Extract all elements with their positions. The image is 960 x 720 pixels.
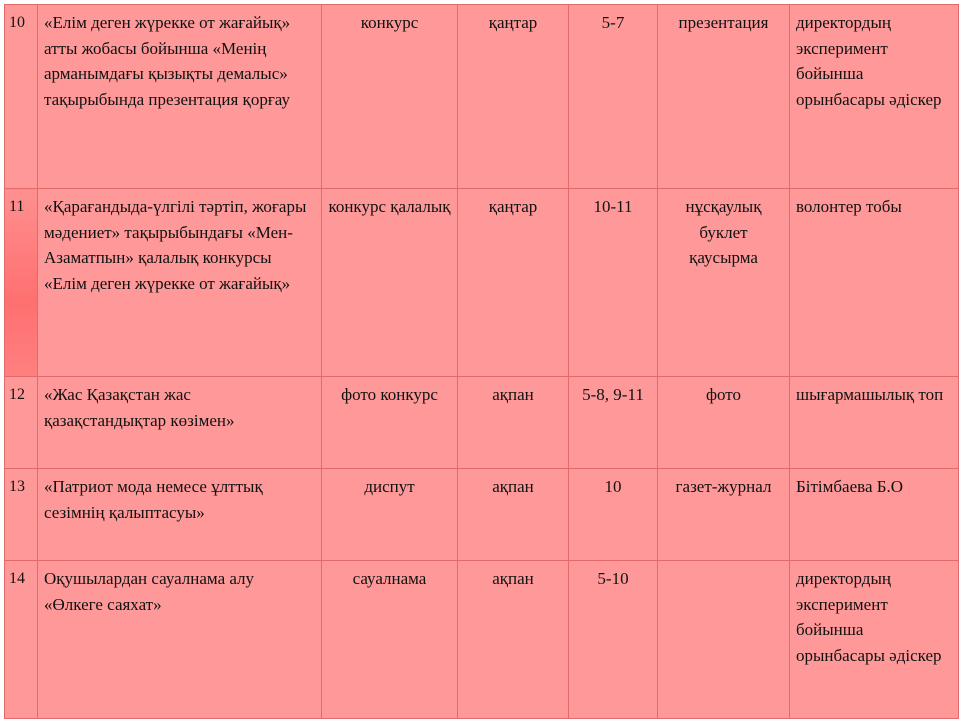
event-form: сауалнама — [322, 561, 458, 719]
event-responsible: волонтер тобы — [790, 189, 959, 377]
event-responsible: Бітімбаева Б.О — [790, 469, 959, 561]
event-responsible: директордың эксперимент бойынша орынбасары әдіскер — [790, 561, 959, 719]
event-title: «Елім деген жүрекке от жағайық» атты жобасы бойынша «Менің арманымдағы қызықты демалыс» тақырыбында презентация қорғау — [38, 5, 322, 189]
event-month: ақпан — [458, 469, 569, 561]
table-row — [5, 377, 959, 469]
event-output — [658, 561, 790, 719]
event-month: қаңтар — [458, 5, 569, 189]
event-form: фото конкурс — [322, 377, 458, 469]
row-number: 14 — [5, 561, 38, 719]
event-month: ақпан — [458, 377, 569, 469]
event-grades: 10-11 — [569, 189, 658, 377]
table-row — [5, 5, 959, 189]
event-month: ақпан — [458, 561, 569, 719]
row-number: 11 — [5, 189, 38, 377]
event-output: презентация — [658, 5, 790, 189]
event-responsible: директордың эксперимент бойынша орынбасары әдіскер — [790, 5, 959, 189]
event-plan-table — [4, 4, 959, 719]
row-number: 10 — [5, 5, 38, 189]
event-grades: 5-8, 9-11 — [569, 377, 658, 469]
event-title: «Патриот мода немесе ұлттық сезімнің қалыптасуы» — [38, 469, 322, 561]
event-output: нұсқаулық буклет қаусырма — [658, 189, 790, 377]
table-row — [5, 189, 959, 377]
row-number: 12 — [5, 377, 38, 469]
event-form: диспут — [322, 469, 458, 561]
event-grades: 5-7 — [569, 5, 658, 189]
event-output: фото — [658, 377, 790, 469]
event-month: қаңтар — [458, 189, 569, 377]
table-row — [5, 561, 959, 719]
table-row — [5, 469, 959, 561]
event-grades: 10 — [569, 469, 658, 561]
event-form: конкурс қалалық — [322, 189, 458, 377]
event-form: конкурс — [322, 5, 458, 189]
row-number: 13 — [5, 469, 38, 561]
event-title: Оқушылардан сауалнама алу «Өлкеге саяхат» — [38, 561, 322, 719]
event-output: газет-журнал — [658, 469, 790, 561]
event-responsible: шығармашылық топ — [790, 377, 959, 469]
event-grades: 5-10 — [569, 561, 658, 719]
event-title: «Жас Қазақстан жас қазақстандықтар көзімен» — [38, 377, 322, 469]
event-title: «Қарағандыда-үлгілі тәртіп, жоғары мәдениет» тақырыбындағы «Мен-Азаматпын» қалалық конкурсы «Елім деген жүрекке от жағайық» — [38, 189, 322, 377]
